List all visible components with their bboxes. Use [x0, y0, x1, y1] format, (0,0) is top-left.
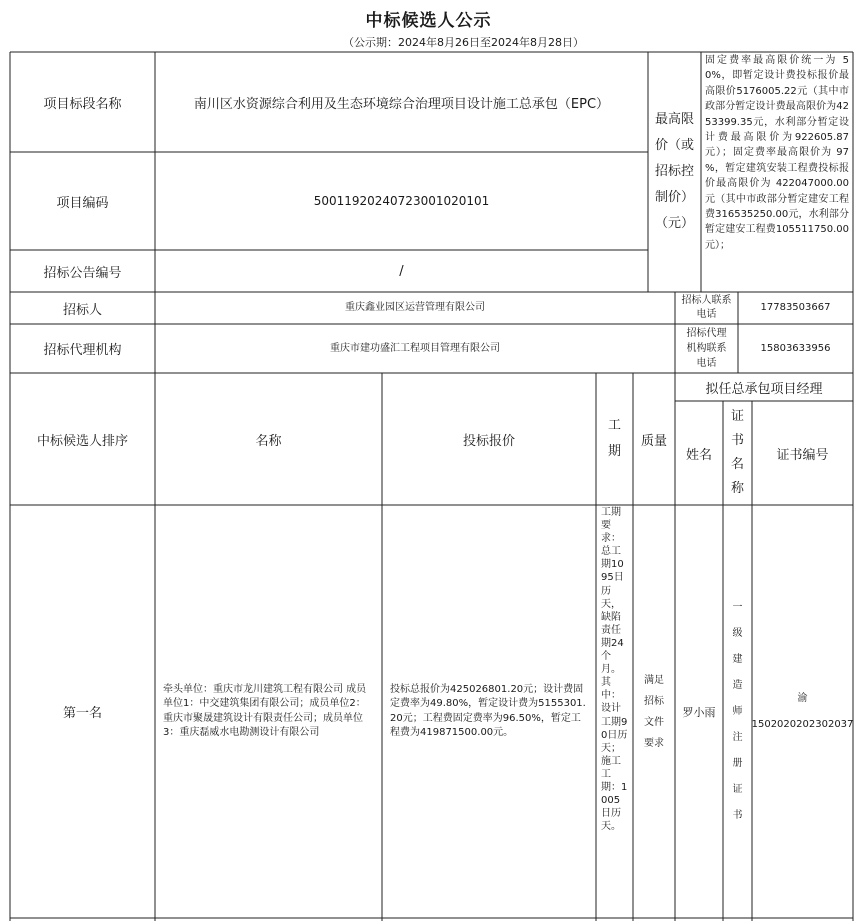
candidate-name: 牵头单位：重庆市龙川建筑工程有限公司 成员单位1：中交建筑集团有限公司；成员单位2：重庆市聚晟建筑设计有限责任公司；成员单位3：重庆磊威水电勘测设计有限公司: [163, 683, 367, 738]
notice-number-label: 招标公告编号: [43, 265, 122, 281]
col-manager-name: 姓名: [685, 447, 712, 463]
candidate-quality-cell: [633, 505, 675, 918]
col-period: 工期: [607, 418, 621, 459]
project-name-value: 南川区水资源综合利用及生态环境综合治理项目设计施工总承包（EPC）: [193, 96, 610, 112]
project-code-value: 500119202407230010201​01: [313, 194, 490, 208]
col-manager-group: 拟任总承包项目经理: [705, 381, 823, 397]
tenderer-label: 招标人: [62, 302, 102, 318]
agency-contact-value: 15803633956: [760, 342, 831, 354]
publicity-period-label: （公示期：: [343, 36, 398, 49]
max-price-label: 最高限价（或招标控制价）（元）: [654, 112, 694, 231]
col-cert-name: 证书名称: [730, 409, 744, 496]
page-title: 中标候选人公示: [365, 11, 492, 31]
col-period-cell: [596, 373, 633, 505]
project-code-label: 项目编码: [56, 195, 109, 211]
col-quality: 质量: [640, 433, 667, 449]
candidate-cert-no-cell: [752, 505, 853, 918]
candidate-bid: 投标总报价为425026801.20元；设计费固定费率为49.80%，暂定设计费为5155301.20元；工程费固定费率为96.50%，暂定工程费为419871500.00元。: [390, 683, 586, 738]
candidate-cert-name-cell: [723, 505, 752, 918]
publicity-period: [0, 34, 857, 50]
tenderer-value: 重庆鑫业园区运营管理有限公司: [345, 302, 485, 313]
candidate-bid-cell: [382, 505, 596, 918]
candidate-period: 工期要求：总工期1095日历天，缺陷责任期24个月。其中：设计工期90日历天；施工工期：1005日历天。: [601, 507, 628, 833]
max-price-label-cell: [648, 52, 701, 292]
max-price-note: 固定费率最高限价统一为 50%，即暂定设计费投标报价最高限价5176005.22元（其中市政部分暂定设计费最高限价为4253399.35元，水利部分暂定设计费最高限价为922605.87元）；固定费率最高限价为 97 %，暂定建筑安装工程费投标报价最高限价为 422047000.00元（其中市政部分暂定建安工程费316535250.00元，水利部分暂定建安工程费105511750.00元）；: [705, 55, 849, 251]
candidate-cert-no: 1502020202302037: [752, 718, 853, 730]
candidate-manager: 罗小雨: [682, 705, 716, 719]
col-name: 名称: [255, 433, 282, 449]
candidate-rank: 第一名: [62, 706, 102, 721]
agency-label: 招标代理机构: [43, 343, 122, 358]
col-bid: 投标报价: [462, 433, 515, 449]
col-rank: 中标候选人排序: [36, 433, 128, 449]
candidate-quality: 满足招标文件要求: [644, 674, 664, 749]
agency-contact-label: 招标代理机构联系电话: [686, 328, 727, 369]
candidate-cert-name: 一级建造师注册证书: [732, 601, 743, 821]
agency-value: 重庆市建功盛汇工程项目管理有限公司: [330, 342, 500, 354]
publicity-period-value: 2024年8月26日至2024年8月28日）: [398, 36, 584, 49]
col-cert-no: 证书编号: [776, 447, 829, 463]
tenderer-contact-value: 17783503667: [760, 302, 831, 313]
notice-number-value: /: [399, 263, 404, 279]
tenderer-contact-label: 招标人联系电话: [681, 295, 732, 320]
candidate-cert-no-prefix: 渝: [797, 692, 808, 704]
project-name-label: 项目标段名称: [43, 96, 122, 112]
candidate-name-cell: [155, 505, 382, 918]
col-cert-name-cell: [723, 401, 752, 505]
